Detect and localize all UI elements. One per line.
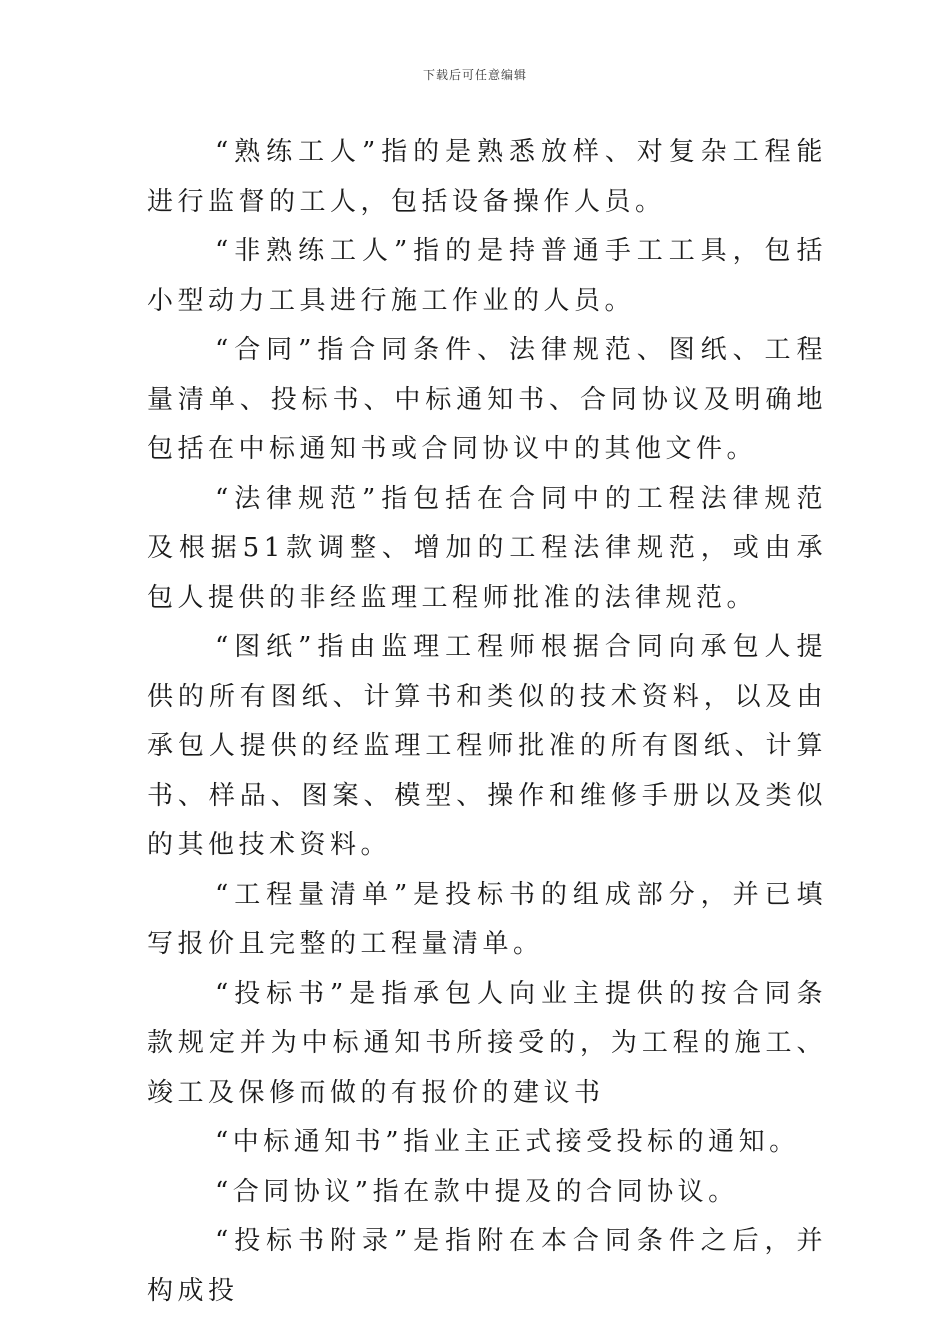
paragraph-legal-norms: “法律规范”指包括在合同中的工程法律规范及根据51款调整、增加的工程法律规范，或由承包人提供的非经监理工程师批准的法律规范。 xyxy=(147,483,827,613)
paragraph-tender-appendix: “投标书附录”是指附在本合同条件之后，并构成投 xyxy=(147,1226,827,1306)
paragraph-bill-of-quantities: “工程量清单”是投标书的组成部分，并已填写报价且完整的工程量清单。 xyxy=(147,879,827,959)
document-body xyxy=(147,128,827,1316)
paragraph-unskilled-workers: “非熟练工人”指的是持普通手工工具，包括小型动力工具进行施工作业的人员。 xyxy=(147,236,827,316)
paragraph-skilled-workers: “熟练工人”指的是熟悉放样、对复杂工程能进行监督的工人，包括设备操作人员。 xyxy=(147,137,827,217)
paragraph-contract: “合同”指合同条件、法律规范、图纸、工程量清单、投标书、中标通知书、合同协议及明确地包括在中标通知书或合同协议中的其他文件。 xyxy=(147,335,827,464)
paragraph-drawings: “图纸”指由监理工程师根据合同向承包人提供的所有图纸、计算书和类似的技术资料，以及由承包人提供的经监理工程师批准的所有图纸、计算书、样品、图案、模型、操作和维修手册以及类似的其他技术资料。 xyxy=(147,632,827,860)
paragraph-letter-of-acceptance: “中标通知书”指业主正式接受投标的通知。 xyxy=(215,1127,800,1157)
paragraph-tender: “投标书”是指承包人向业主提供的按合同条款规定并为中标通知书所接受的，为工程的施工、竣工及保修而做的有报价的建议书 xyxy=(147,978,827,1108)
paragraph-contract-agreement: “合同协议”指在款中提及的合同协议。 xyxy=(215,1176,739,1207)
page-header: 下载后可任意编辑 xyxy=(422,68,527,82)
